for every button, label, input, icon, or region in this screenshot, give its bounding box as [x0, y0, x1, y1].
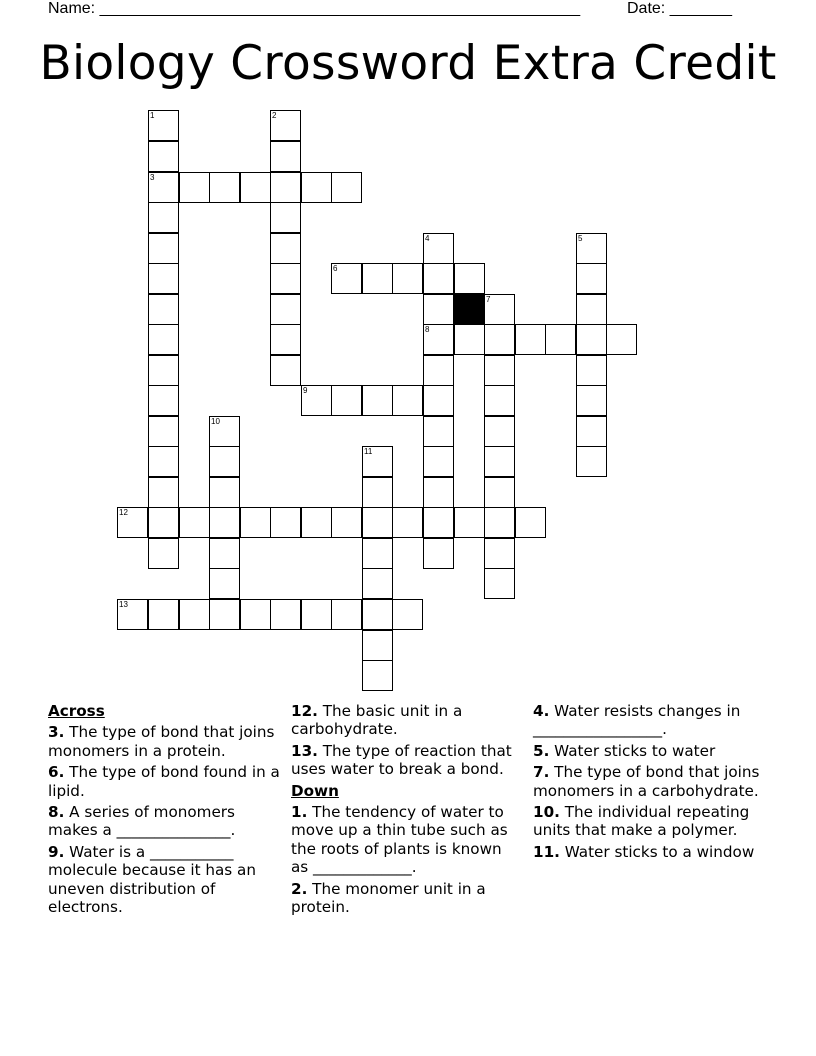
crossword-cell[interactable] — [484, 507, 515, 538]
crossword-cell[interactable] — [148, 477, 179, 508]
clue-number: 3 — [150, 173, 155, 182]
down-clue-1: 1. The tendency of water to move up a thin tube such as the roots of plants is known as _____________. — [291, 803, 508, 877]
crossword-cell[interactable] — [270, 263, 301, 294]
down-clue-5: 5. Water sticks to water — [533, 741, 716, 760]
crossword-cell[interactable] — [576, 263, 607, 294]
crossword-cell[interactable] — [423, 416, 454, 447]
crossword-cell[interactable] — [209, 446, 240, 477]
name-field-line: Name: ______________________________________________________ — [48, 0, 581, 17]
crossword-cell[interactable] — [362, 568, 393, 599]
down-clue-4: 4. Water resists changes in _________________. — [533, 702, 741, 739]
across-clue-3: 3. The type of bond that joins monomers in a protein. — [48, 723, 275, 760]
crossword-cell[interactable] — [209, 538, 240, 569]
clue-number: 1 — [150, 111, 155, 120]
crossword-cell[interactable] — [270, 141, 301, 172]
crossword-cell[interactable] — [301, 599, 332, 630]
crossword-cell[interactable] — [240, 599, 271, 630]
crossword-cell[interactable] — [484, 324, 515, 355]
down-clue-7: 7. The type of bond that joins monomers in a carbohydrate. — [533, 763, 760, 800]
crossword-cell[interactable] — [148, 385, 179, 416]
clue-number: 10 — [211, 417, 220, 426]
clue-number: 6 — [333, 264, 338, 273]
clue-column-1 — [48, 702, 280, 919]
crossword-cell[interactable] — [179, 507, 210, 538]
crossword-cell[interactable] — [240, 507, 271, 538]
clue-column-3 — [533, 702, 773, 864]
clue-number: 12 — [119, 508, 128, 517]
crossword-cell[interactable] — [362, 538, 393, 569]
crossword-cell[interactable] — [515, 507, 546, 538]
black-cell — [454, 294, 485, 325]
crossword-cell[interactable] — [362, 263, 393, 294]
crossword-cell[interactable] — [117, 599, 148, 630]
crossword-cell[interactable] — [515, 324, 546, 355]
crossword-cell[interactable] — [148, 599, 179, 630]
crossword-cell[interactable] — [454, 263, 485, 294]
across-clue-13: 13. The type of reaction that uses water to break a bond. — [291, 741, 512, 779]
crossword-cell[interactable] — [148, 446, 179, 477]
crossword-cell[interactable] — [423, 263, 454, 294]
page-title: Biology Crossword Extra Credit — [39, 36, 777, 91]
crossword-cell[interactable] — [240, 172, 271, 203]
crossword-cell[interactable] — [576, 324, 607, 355]
crossword-cell[interactable] — [209, 599, 240, 630]
crossword-cell[interactable] — [301, 507, 332, 538]
across-clue-8: 8. A series of monomers makes a _______________. — [48, 803, 236, 840]
crossword-cell[interactable] — [423, 324, 454, 355]
crossword-cell[interactable] — [270, 233, 301, 264]
crossword-cell[interactable] — [148, 202, 179, 233]
crossword-cell[interactable] — [148, 172, 179, 203]
crossword-cell[interactable] — [392, 263, 423, 294]
crossword-cell[interactable] — [209, 477, 240, 508]
crossword-cell[interactable] — [179, 599, 210, 630]
crossword-cell[interactable] — [331, 599, 362, 630]
crossword-cell[interactable] — [362, 630, 393, 661]
crossword-cell[interactable] — [392, 507, 423, 538]
crossword-cell[interactable] — [423, 538, 454, 569]
clue-number: 5 — [578, 234, 583, 243]
crossword-cell[interactable] — [392, 599, 423, 630]
crossword-cell[interactable] — [301, 385, 332, 416]
crossword-cell[interactable] — [209, 507, 240, 538]
crossword-cell[interactable] — [270, 355, 301, 386]
crossword-cell[interactable] — [454, 324, 485, 355]
crossword-cell[interactable] — [423, 477, 454, 508]
crossword-cell[interactable] — [423, 446, 454, 477]
crossword-cell[interactable] — [606, 324, 637, 355]
crossword-cell[interactable] — [148, 355, 179, 386]
down-clue-2: 2. The monomer unit in a protein. — [291, 879, 486, 917]
crossword-cell[interactable] — [270, 110, 301, 141]
crossword-cell[interactable] — [331, 385, 362, 416]
crossword-cell[interactable] — [484, 416, 515, 447]
crossword-cell[interactable] — [331, 263, 362, 294]
crossword-cell[interactable] — [148, 507, 179, 538]
clue-number: 11 — [364, 447, 373, 456]
crossword-cell[interactable] — [331, 172, 362, 203]
crossword-cell[interactable] — [423, 385, 454, 416]
crossword-cell[interactable] — [545, 324, 576, 355]
crossword-cell[interactable] — [362, 599, 393, 630]
crossword-cell[interactable] — [148, 233, 179, 264]
across-heading: Across — [48, 702, 105, 720]
clue-number: 8 — [425, 325, 430, 334]
crossword-cell[interactable] — [576, 294, 607, 325]
crossword-cell[interactable] — [148, 416, 179, 447]
crossword-cell[interactable] — [331, 507, 362, 538]
across-clue-9: 9. Water is a ___________ molecule because it has an uneven distribution of electrons. — [48, 842, 256, 917]
crossword-cell[interactable] — [270, 294, 301, 325]
date-field-line: Date: _______ — [627, 0, 732, 17]
crossword-cell[interactable] — [362, 660, 393, 691]
crossword-cell[interactable] — [270, 172, 301, 203]
crossword-cell[interactable] — [576, 233, 607, 264]
crossword-cell[interactable] — [423, 355, 454, 386]
crossword-cell[interactable] — [148, 294, 179, 325]
crossword-cell[interactable] — [484, 446, 515, 477]
crossword-cell[interactable] — [362, 446, 393, 477]
clue-number: 9 — [303, 386, 308, 395]
crossword-cell[interactable] — [270, 324, 301, 355]
crossword-cell[interactable] — [423, 507, 454, 538]
clue-number: 13 — [119, 600, 128, 609]
crossword-cell[interactable] — [270, 202, 301, 233]
crossword-cell[interactable] — [484, 477, 515, 508]
across-clue-6: 6. The type of bond found in a lipid. — [48, 763, 280, 800]
crossword-cell[interactable] — [423, 294, 454, 325]
crossword-cell[interactable] — [484, 568, 515, 599]
down-heading: Down — [291, 781, 339, 800]
crossword-cell[interactable] — [148, 263, 179, 294]
crossword-cell[interactable] — [392, 385, 423, 416]
clue-number: 2 — [272, 111, 277, 120]
crossword-cell[interactable] — [301, 172, 332, 203]
crossword-cell[interactable] — [179, 172, 210, 203]
clue-number: 7 — [486, 295, 491, 304]
crossword-cell[interactable] — [148, 324, 179, 355]
crossword-cell[interactable] — [362, 507, 393, 538]
crossword-cell[interactable] — [484, 355, 515, 386]
crossword-cell[interactable] — [576, 385, 607, 416]
crossword-cell[interactable] — [484, 538, 515, 569]
crossword-cell[interactable] — [423, 233, 454, 264]
down-clue-10: 10. The individual repeating units that make a polymer. — [533, 803, 750, 840]
crossword-cell[interactable] — [209, 416, 240, 447]
crossword-cell[interactable] — [270, 599, 301, 630]
crossword-cell[interactable] — [484, 385, 515, 416]
crossword-cell[interactable] — [576, 416, 607, 447]
across-clue-12: 12. The basic unit in a carbohydrate. — [291, 702, 463, 739]
clue-column-2 — [291, 702, 519, 919]
clue-number: 4 — [425, 234, 430, 243]
crossword-cell[interactable] — [148, 141, 179, 172]
crossword-cell[interactable] — [148, 110, 179, 141]
crossword-cell[interactable] — [576, 446, 607, 477]
crossword-cell[interactable] — [117, 507, 148, 538]
crossword-cell[interactable] — [362, 385, 393, 416]
crossword-cell[interactable] — [270, 507, 301, 538]
crossword-cell[interactable] — [148, 538, 179, 569]
crossword-cell[interactable] — [484, 294, 515, 325]
crossword-cell[interactable] — [454, 507, 485, 538]
crossword-cell[interactable] — [576, 355, 607, 386]
crossword-cell[interactable] — [209, 172, 240, 203]
down-clue-11: 11. Water sticks to a window — [533, 842, 755, 861]
crossword-cell[interactable] — [362, 477, 393, 508]
crossword-cell[interactable] — [209, 568, 240, 599]
